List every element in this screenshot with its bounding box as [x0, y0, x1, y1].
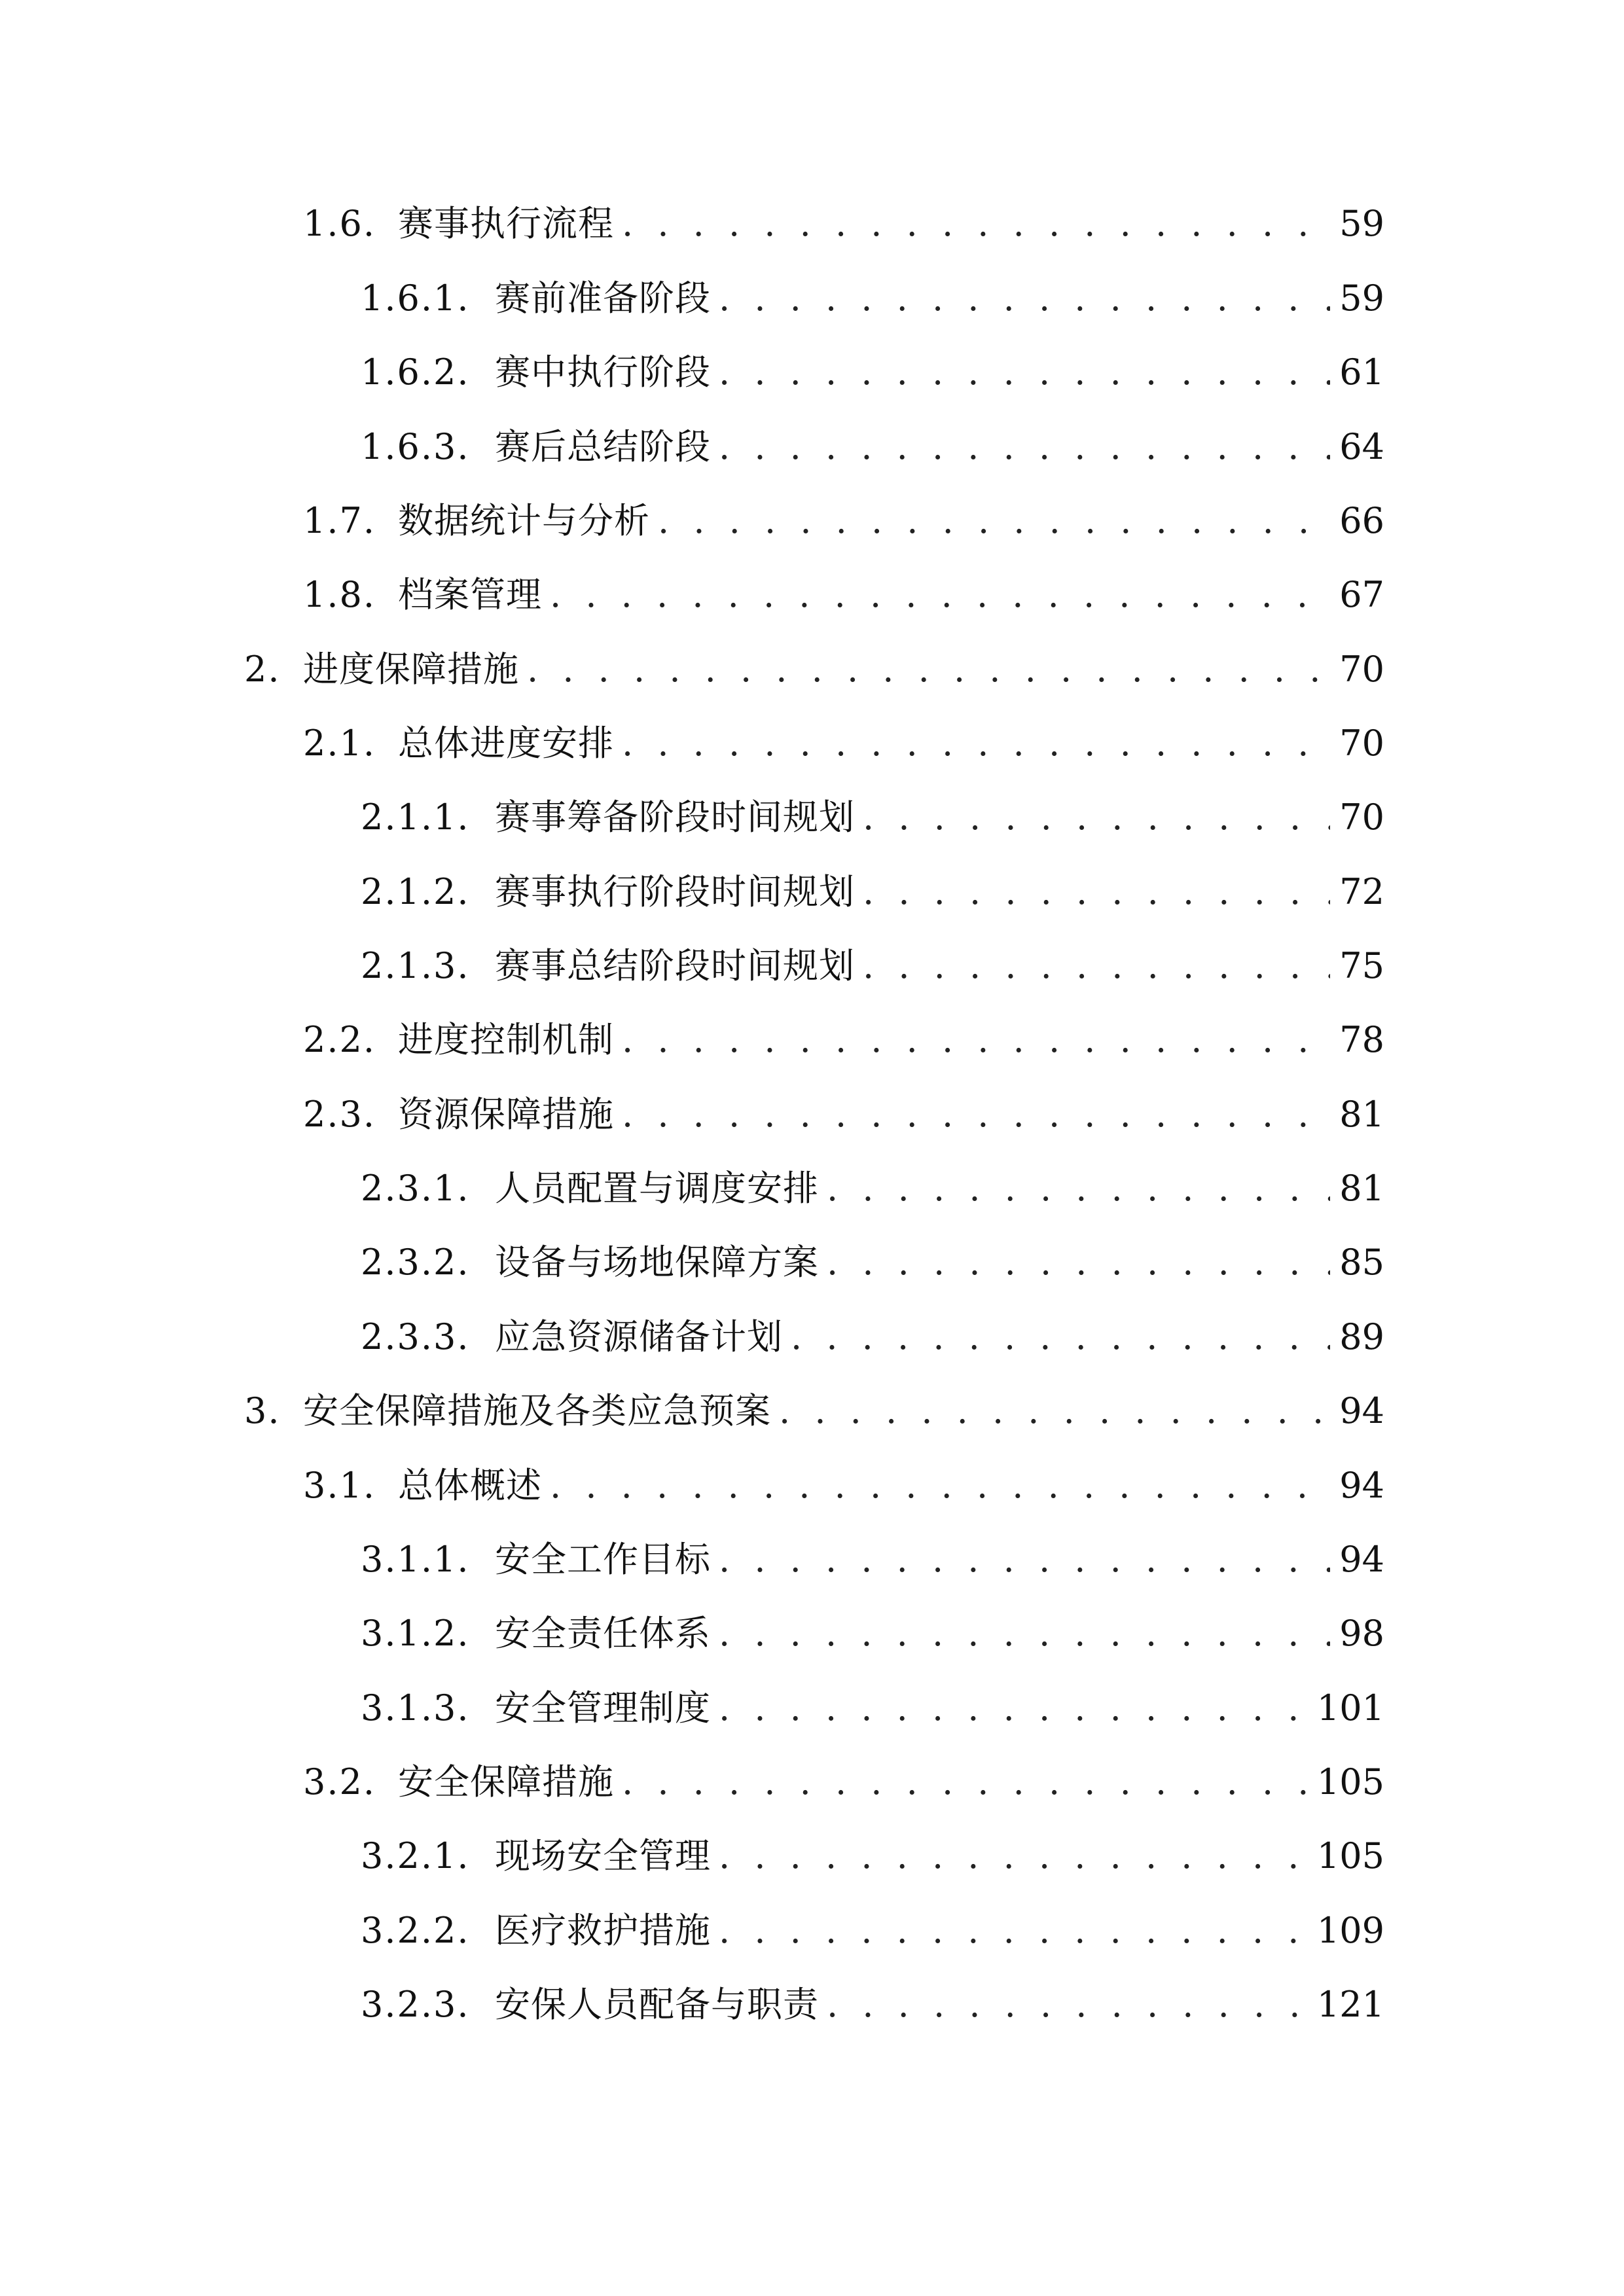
toc-entry-number: 3.2. [303, 1761, 376, 1803]
toc-dot-leader [622, 1756, 1308, 1808]
toc-entry[interactable] [303, 1014, 1384, 1066]
toc-entry-number: 2.1.2. [361, 871, 470, 912]
toc-entry[interactable] [361, 1311, 1384, 1363]
toc-entry-title: 赛事执行阶段时间规划 [495, 871, 855, 912]
toc-entry-title: 安保人员配备与职责 [495, 1984, 819, 2025]
toc-entry[interactable] [303, 569, 1384, 621]
toc-dot-leader [863, 940, 1330, 992]
toc-entry-page: 94 [1339, 1465, 1384, 1506]
toc-entry-page: 67 [1339, 574, 1384, 615]
toc-entry[interactable] [303, 1460, 1384, 1512]
toc-dot-leader [719, 1607, 1330, 1660]
toc-entry-number: 1.8. [303, 574, 376, 615]
toc-dot-leader [719, 1905, 1308, 1957]
toc-entry[interactable] [361, 1236, 1384, 1289]
toc-dot-leader [719, 346, 1330, 399]
toc-dot-leader [863, 791, 1330, 844]
toc-dot-leader [719, 1830, 1308, 1882]
toc-entry-page: 78 [1339, 1019, 1384, 1060]
toc-entry-title: 赛中执行阶段 [495, 351, 711, 393]
toc-entry[interactable] [361, 421, 1384, 473]
toc-dot-leader [550, 1460, 1330, 1512]
toc-entry-title: 赛前准备阶段 [495, 278, 711, 319]
toc-entry-number: 1.6.3. [361, 426, 470, 467]
toc-entry-title: 赛事总结阶段时间规划 [495, 945, 855, 986]
toc-entry[interactable] [303, 717, 1384, 770]
toc-entry[interactable] [361, 866, 1384, 918]
toc-entry-number: 2.1. [303, 723, 376, 764]
toc-entry-page: 105 [1316, 1835, 1384, 1876]
toc-dot-leader [827, 1162, 1330, 1215]
toc-entry[interactable] [303, 495, 1384, 547]
toc-entry-number: 2.3.1. [361, 1168, 470, 1209]
toc-entry-title: 总体概述 [398, 1465, 542, 1506]
toc-entry-number: 3.1.2. [361, 1613, 470, 1654]
toc-entry-number: 2.3.2. [361, 1242, 470, 1283]
toc-entry-page: 70 [1339, 649, 1384, 690]
toc-entry[interactable] [361, 1830, 1384, 1882]
toc-entry[interactable] [361, 346, 1384, 399]
toc-dot-leader [550, 569, 1330, 621]
toc-entry-number: 2.3. [303, 1094, 376, 1135]
toc-entry[interactable] [303, 1756, 1384, 1808]
toc-entry-page: 105 [1316, 1761, 1384, 1803]
toc-entry-page: 81 [1339, 1094, 1384, 1135]
toc-entry-number: 3.1. [303, 1465, 376, 1506]
toc-dot-leader [827, 1979, 1308, 2031]
toc-entry-page: 89 [1339, 1316, 1384, 1357]
toc-entry-page: 121 [1316, 1984, 1384, 2025]
toc-entry-page: 94 [1339, 1539, 1384, 1580]
toc-entry-number: 1.6.1. [361, 278, 470, 319]
toc-entry-page: 94 [1339, 1390, 1384, 1431]
toc-dot-leader [719, 1534, 1330, 1586]
toc-entry[interactable] [244, 643, 1384, 696]
toc-entry[interactable] [244, 1385, 1384, 1437]
toc-dot-leader [622, 1014, 1330, 1066]
toc-entry-title: 安全保障措施及各类应急预案 [303, 1390, 771, 1431]
toc-entry[interactable] [361, 1162, 1384, 1215]
toc-dot-leader [719, 272, 1330, 325]
toc-entry-number: 1.6. [303, 203, 376, 244]
toc-dot-leader [791, 1311, 1330, 1363]
toc-entry-title: 赛事执行流程 [398, 203, 614, 244]
toc-entry-title: 安全管理制度 [495, 1687, 711, 1729]
toc-entry-page: 70 [1339, 797, 1384, 838]
toc-dot-leader [622, 717, 1330, 770]
toc-entry-page: 98 [1339, 1613, 1384, 1654]
toc-entry-page: 85 [1339, 1242, 1384, 1283]
toc-entry-number: 3.1.1. [361, 1539, 470, 1580]
toc-dot-leader [719, 421, 1330, 473]
toc-entry-number: 3. [244, 1390, 281, 1431]
toc-entry[interactable] [361, 1905, 1384, 1957]
toc-entry-title: 安全保障措施 [398, 1761, 614, 1803]
toc-dot-leader [658, 495, 1330, 547]
toc-entry-title: 应急资源储备计划 [495, 1316, 783, 1357]
toc-dot-leader [622, 198, 1330, 250]
toc-entry-title: 设备与场地保障方案 [495, 1242, 819, 1283]
toc-entry-page: 59 [1339, 278, 1384, 319]
toc-entry-title: 赛后总结阶段 [495, 426, 711, 467]
toc-entry-title: 现场安全管理 [495, 1835, 711, 1876]
toc-entry-number: 1.6.2. [361, 351, 470, 393]
toc-dot-leader [527, 643, 1330, 696]
toc-entry-number: 2.2. [303, 1019, 376, 1060]
toc-entry-number: 2. [244, 649, 281, 690]
toc-entry[interactable] [361, 1607, 1384, 1660]
toc-entry-number: 2.1.3. [361, 945, 470, 986]
toc-dot-leader [779, 1385, 1330, 1437]
toc-dot-leader [863, 866, 1330, 918]
toc-entry-title: 资源保障措施 [398, 1094, 614, 1135]
toc-entry[interactable] [361, 1979, 1384, 2031]
toc-dot-leader [622, 1088, 1330, 1141]
toc-entry-title: 总体进度安排 [398, 723, 614, 764]
toc-entry-number: 3.2.2. [361, 1910, 470, 1951]
toc-entry-page: 72 [1339, 871, 1384, 912]
toc-entry[interactable] [361, 1682, 1384, 1734]
toc-entry-title: 进度控制机制 [398, 1019, 614, 1060]
toc-entry-title: 安全责任体系 [495, 1613, 711, 1654]
toc-entry[interactable] [361, 1534, 1384, 1586]
toc-entry-title: 安全工作目标 [495, 1539, 711, 1580]
toc-entry-title: 人员配置与调度安排 [495, 1168, 819, 1209]
toc-entry-number: 2.1.1. [361, 797, 470, 838]
toc-entry-page: 66 [1339, 500, 1384, 541]
toc-entry-number: 3.2.3. [361, 1984, 470, 2025]
toc-entry[interactable] [361, 791, 1384, 844]
toc-entry[interactable] [303, 198, 1384, 250]
toc-entry-title: 赛事筹备阶段时间规划 [495, 797, 855, 838]
toc-entry-number: 3.1.3. [361, 1687, 470, 1729]
toc-entry-page: 81 [1339, 1168, 1384, 1209]
toc-entry-number: 3.2.1. [361, 1835, 470, 1876]
toc-entry-page: 64 [1339, 426, 1384, 467]
toc-entry[interactable] [303, 1088, 1384, 1141]
toc-entry-page: 59 [1339, 203, 1384, 244]
toc-entry-page: 70 [1339, 723, 1384, 764]
toc-entry-title: 进度保障措施 [303, 649, 519, 690]
toc-entry-number: 2.3.3. [361, 1316, 470, 1357]
toc-entry-page: 75 [1339, 945, 1384, 986]
toc-dot-leader [827, 1236, 1330, 1289]
toc-entry[interactable] [361, 272, 1384, 325]
toc-entry-page: 101 [1316, 1687, 1384, 1729]
toc-entry-title: 档案管理 [398, 574, 542, 615]
toc-entry[interactable] [361, 940, 1384, 992]
toc-entry-page: 61 [1339, 351, 1384, 393]
toc-entry-title: 医疗救护措施 [495, 1910, 711, 1951]
toc-entry-number: 1.7. [303, 500, 376, 541]
toc-entry-title: 数据统计与分析 [398, 500, 650, 541]
toc-entry-page: 109 [1316, 1910, 1384, 1951]
toc-dot-leader [719, 1682, 1308, 1734]
